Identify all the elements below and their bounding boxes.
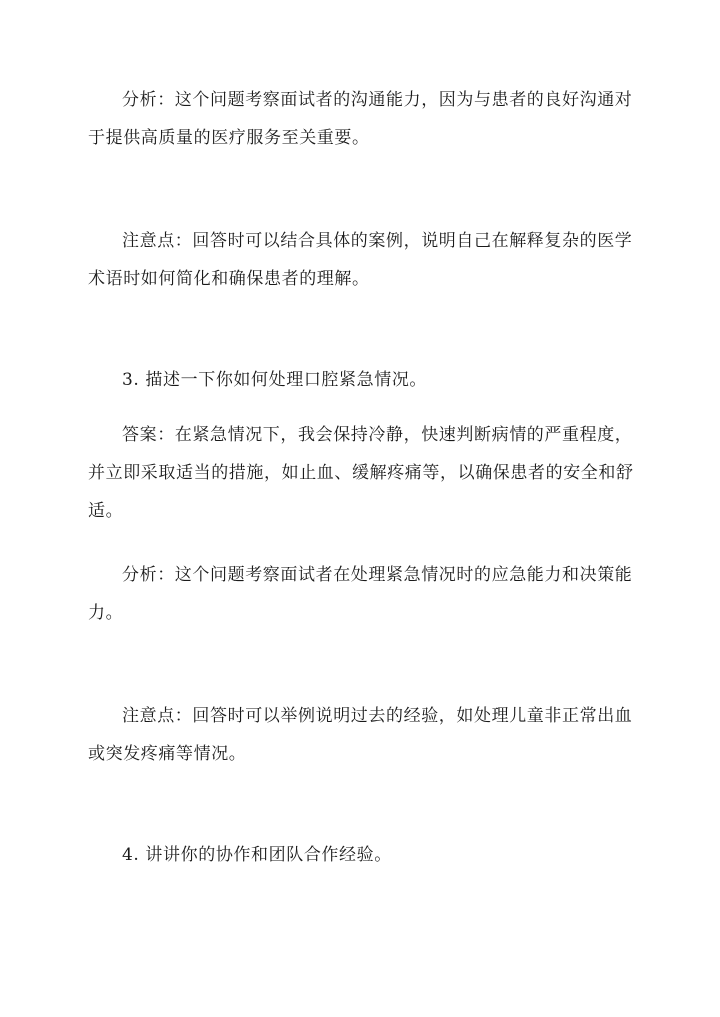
question-3-heading: 3. 描述一下你如何处理口腔紧急情况。	[122, 370, 428, 390]
note-paragraph-emergency: 注意点：回答时可以举例说明过去的经验，如处理儿童非正常出血或突发疼痛等情况。	[88, 706, 633, 764]
note-paragraph-communication: 注意点：回答时可以结合具体的案例，说明自己在解释复杂的医学术语时如何简化和确保患者的理解。	[88, 231, 633, 289]
question-4-heading: 4. 讲讲你的协作和团队合作经验。	[122, 845, 392, 865]
analysis-paragraph-communication: 分析：这个问题考察面试者的沟通能力，因为与患者的良好沟通对于提供高质量的医疗服务至关重要。	[88, 90, 633, 148]
answer-paragraph-emergency: 答案：在紧急情况下，我会保持冷静，快速判断病情的严重程度，并立即采取适当的措施，如止血、缓解疼痛等，以确保患者的安全和舒适。	[88, 425, 634, 521]
analysis-paragraph-emergency: 分析：这个问题考察面试者在处理紧急情况时的应急能力和决策能力。	[88, 565, 633, 623]
